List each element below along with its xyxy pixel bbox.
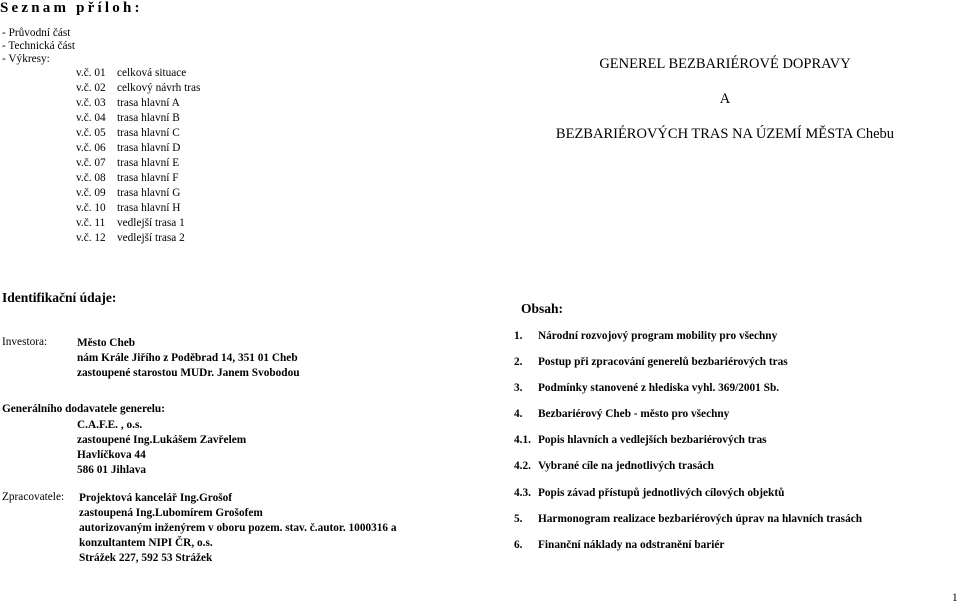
drawing-name: trasa hlavní F xyxy=(117,172,179,184)
processor-line: konzultantem NIPI ČR, o.s. xyxy=(79,537,213,549)
drawing-name: trasa hlavní B xyxy=(117,112,180,124)
drawing-number: v.č. 03 xyxy=(76,97,106,109)
contents-item-number: 4. xyxy=(514,408,523,420)
general-contractor-label: Generálního dodavatele generelu: xyxy=(2,403,165,415)
drawing-number: v.č. 05 xyxy=(76,127,106,139)
processors-label: Zpracovatele: xyxy=(2,491,65,503)
part-item: - Průvodní část xyxy=(2,27,71,39)
processors-details xyxy=(79,491,397,566)
attachments-parts xyxy=(2,27,75,66)
processor-line: zastoupená Ing.Lubomírem Grošofem xyxy=(79,507,263,519)
drawing-number: v.č. 07 xyxy=(76,157,106,169)
investor-line: zastoupené starostou MUDr. Janem Svobodou xyxy=(77,367,300,379)
drawing-name: trasa hlavní G xyxy=(117,187,181,199)
contents-item-text: Vybrané cíle na jednotlivých trasách xyxy=(538,460,714,472)
drawing-number: v.č. 06 xyxy=(76,142,106,154)
contents-item-text: Bezbariérový Cheb - město pro všechny xyxy=(538,408,730,420)
document-title-line3: BEZBARIÉROVÝCH TRAS NA ÚZEMÍ MĚSTA Chebu xyxy=(555,126,895,142)
drawing-number: v.č. 08 xyxy=(76,172,106,184)
contents-item-text: Podmínky stanovené z hlediska vyhl. 369/2001 Sb. xyxy=(538,382,780,394)
drawing-name: vedlejší trasa 1 xyxy=(117,217,185,229)
contents-item-text: Harmonogram realizace bezbariérových úprav na hlavních trasách xyxy=(538,513,863,525)
drawing-number: v.č. 09 xyxy=(76,187,106,199)
drawing-number: v.č. 10 xyxy=(76,202,106,214)
processor-line: Strážek 227, 592 53 Strážek xyxy=(79,552,213,564)
investor-line: nám Krále Jiřího z Poděbrad 14, 351 01 Cheb xyxy=(77,352,298,364)
drawing-name: trasa hlavní H xyxy=(117,202,181,214)
drawing-name: trasa hlavní C xyxy=(117,127,180,139)
drawing-name: celkový návrh tras xyxy=(117,82,201,94)
document-title-line2: A xyxy=(719,91,731,107)
contractor-line: Havlíčkova 44 xyxy=(77,449,146,461)
contents-item-number: 4.2. xyxy=(514,460,531,472)
part-item: - Technická část xyxy=(2,40,76,52)
contents-item-text: Popis závad přístupů jednotlivých cílových objektů xyxy=(538,487,785,499)
contents-item-number: 5. xyxy=(514,513,523,525)
drawing-number: v.č. 04 xyxy=(76,112,106,124)
identification-heading: Identifikační údaje: xyxy=(2,290,117,305)
contractor-line: zastoupené Ing.Lukášem Zavřelem xyxy=(77,434,247,446)
attachments-heading: Seznam příloh: xyxy=(0,0,143,16)
contractor-line: 586 01 Jihlava xyxy=(77,464,147,476)
contents-item-number: 4.3. xyxy=(514,487,531,499)
general-contractor-details xyxy=(77,418,246,478)
contents-item-number: 1. xyxy=(514,330,523,342)
contents-item-number: 6. xyxy=(514,539,523,551)
investor-label: Investora: xyxy=(2,336,48,348)
contents-item-number: 4.1. xyxy=(514,434,531,446)
drawing-number: v.č. 11 xyxy=(76,217,106,229)
processor-line: autorizovaným inženýrem v oboru pozem. stav. č.autor. 1000316 a xyxy=(79,522,397,534)
drawing-name: vedlejší trasa 2 xyxy=(117,232,185,244)
contents-item-number: 2. xyxy=(514,356,523,368)
investor-line: Město Cheb xyxy=(77,337,136,349)
contents-item-text: Popis hlavních a vedlejších bezbariérových tras xyxy=(538,434,767,446)
drawing-number: v.č. 12 xyxy=(76,232,106,244)
drawing-name: trasa hlavní A xyxy=(117,97,180,109)
contents-item-number: 3. xyxy=(514,382,523,394)
drawing-number: v.č. 01 xyxy=(76,67,106,79)
processor-line: Projektová kancelář Ing.Grošof xyxy=(79,492,233,504)
drawing-number: v.č. 02 xyxy=(76,82,106,94)
drawing-name: trasa hlavní E xyxy=(117,157,180,169)
contents-item-text: Finanční náklady na odstranění bariér xyxy=(538,539,725,551)
contractor-line: C.A.F.E. , o.s. xyxy=(77,419,143,431)
contents-heading: Obsah: xyxy=(521,301,564,316)
investor-details xyxy=(77,336,300,381)
page-number: 1 xyxy=(952,592,958,604)
drawing-name: celková situace xyxy=(117,67,187,79)
contents-item-text: Národní rozvojový program mobility pro všechny xyxy=(538,330,778,342)
contents-item-text: Postup při zpracování generelů bezbariérových tras xyxy=(538,356,788,368)
part-item: - Výkresy: xyxy=(2,53,50,65)
document-title-line1: GENEREL BEZBARIÉROVÉ DOPRAVY xyxy=(599,56,851,72)
drawing-name: trasa hlavní D xyxy=(117,142,181,154)
